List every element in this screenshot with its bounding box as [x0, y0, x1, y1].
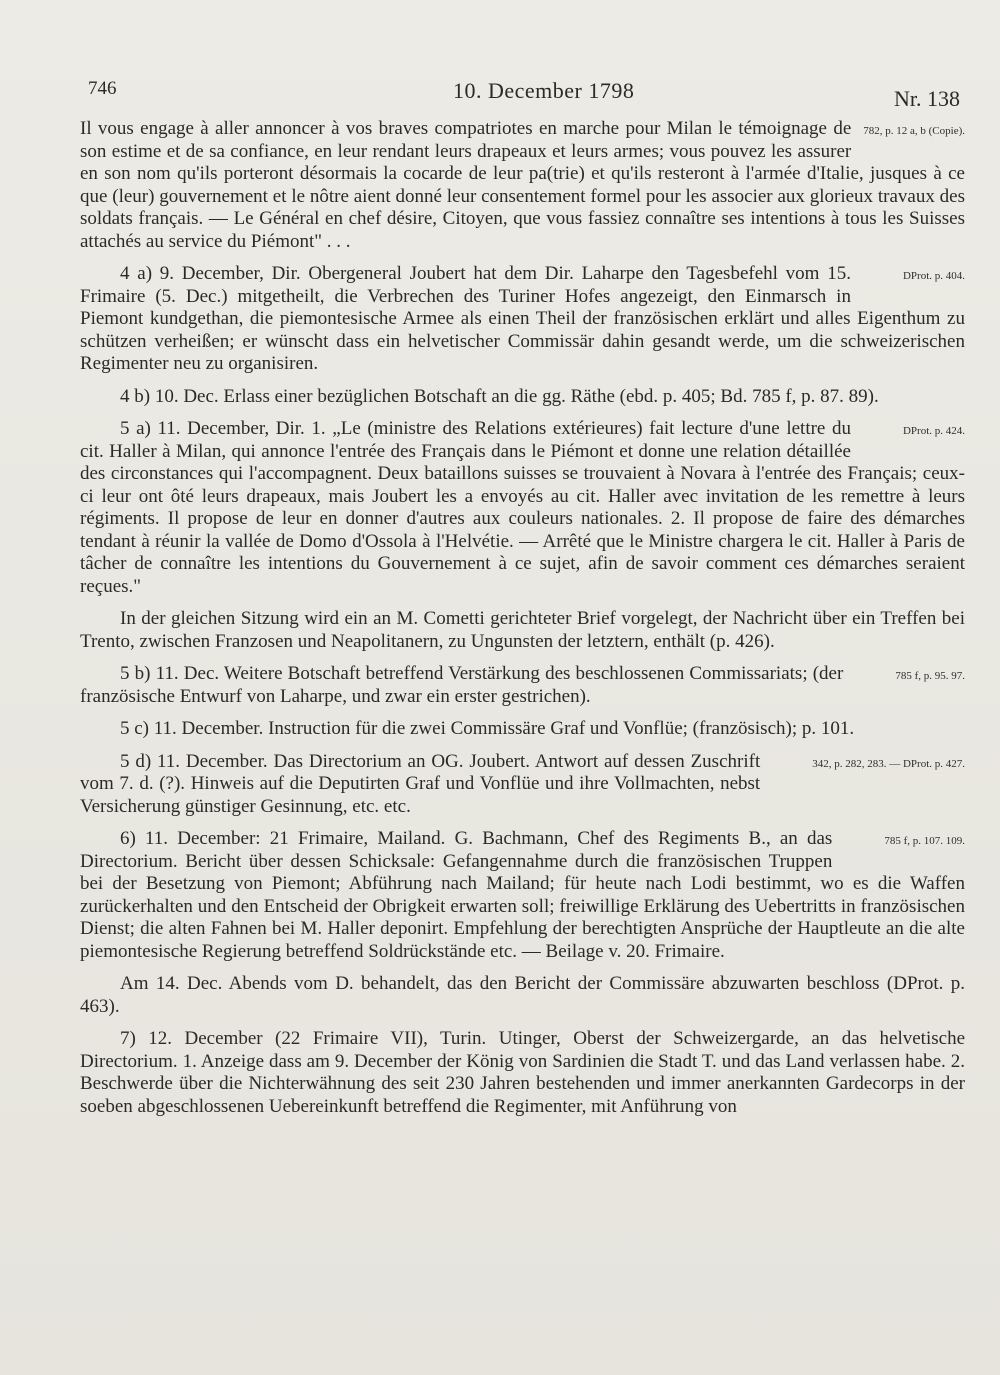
page-number: 746 [88, 78, 117, 99]
page-header [88, 78, 960, 111]
paragraph-9 [80, 828, 965, 963]
paragraph-8 [80, 751, 965, 819]
paragraph-7-text: 5 c) 11. December. Instruction für die zwei Commissäre Graf und Vonflüe; (französisch); p. 101. [120, 718, 855, 739]
running-title: 10. December 1798 [453, 78, 635, 103]
paragraph-10-text: Am 14. Dec. Abends vom D. behandelt, das den Bericht der Commissäre abzuwarten beschloss (DProt. p. 463). [80, 973, 965, 1017]
document-number: Nr. 138 [894, 86, 960, 111]
paragraph-11 [80, 1028, 965, 1118]
paragraph-8-text: 5 d) 11. December. Das Directorium an OG. Joubert. Antwort auf dessen Zuschrift vom 7. d. (?). Hinweis auf die Deputirten Graf und Vonflüe und ihre Vollmachten, nebst Versicherung günstiger Gesinnung, etc. etc. [80, 750, 761, 817]
paragraph-1 [80, 118, 965, 253]
page-body [80, 118, 965, 1118]
paragraph-9-text: 6) 11. December: 21 Frimaire, Mailand. G. Bachmann, Chef des Regiments B., an das Directorium. Bericht über dessen Schicksale: Gefangennahme durch die französischen Truppen bei der Besetzung von Piemont; Abführung nach Mailand; für heute nach Lodi bestimmt, wo es die Waffen zurückerhalten und den Entscheid der Obrigkeit erwarten soll; freiwillige Erklärung des Uebertritts in französischen Dienst; die alten Fahnen bei M. Haller deponirt. Empfehlung der berechtigten Ansprüche der Hauptleute an die alte piemontesische Regierung betreffend Soldrückstände etc. — Beilage v. 20. Frimaire. [80, 828, 965, 962]
paragraph-7 [80, 718, 965, 741]
paragraph-10 [80, 973, 965, 1018]
reference-1: 782, p. 12 a, b (Copie). [863, 125, 965, 137]
paragraph-3 [80, 386, 965, 409]
reference-2: DProt. p. 404. [902, 270, 965, 282]
reference-4: DProt. p. 424. [902, 425, 965, 437]
reference-8: 342, p. 282, 283. — DProt. p. 427. [812, 757, 965, 770]
paragraph-11-text: 7) 12. December (22 Frimaire VII), Turin. Utinger, Oberst der Schweizergarde, an das helvetische Directorium. 1. Anzeige dass am 9. December der König von Sardinien die Stadt T. und das Land verlassen habe. 2. Beschwerde über die Nichterwähnung des seit 230 Jahren bestehenden und immer anerkannten Gardecorps in der soeben abgeschlossenen Uebereinkunft betreffend die Regimenter, mit Anführung von [80, 1028, 965, 1117]
paragraph-2 [80, 263, 965, 376]
paragraph-4 [80, 418, 965, 598]
paragraph-5-text: In der gleichen Sitzung wird ein an M. Cometti gerichteter Brief vorgelegt, der Nachricht über ein Treffen bei Trento, zwischen Franzosen und Neapolitanern, zu Ungunsten der letztern, enthält (p. 426). [80, 608, 965, 652]
paragraph-6-text: 5 b) 11. Dec. Weitere Botschaft betreffend Verstärkung des beschlossenen Commissariats; (der französische Entwurf von Laharpe, und zwar ein erster gestrichen). [80, 663, 844, 707]
paragraph-3-text: 4 b) 10. Dec. Erlass einer bezüglichen Botschaft an die gg. Räthe (ebd. p. 405; Bd. 785 f, p. 87. 89). [120, 385, 879, 407]
paragraph-1-text: Il vous engage à aller annoncer à vos braves compatriotes en marche pour Milan le témoignage de son estime et de sa confiance, en leur rendant leurs drapeaux et leurs armes; vous pouvez les assurer en son nom qu'ils porteront désormais la cocarde de leur pa(trie) et qu'ils resteront à l'armée d'Italie, jusques à ce que (leur) gouvernement et le nôtre aient donné leur consentement formel pour les associer aux glorieux travaux des soldats français. — Le Général en chef désire, Citoyen, que vous fassiez connaître ses intentions à tous les Suisses attachés au service du Piémont" . . . [80, 118, 965, 252]
reference-6: 785 f, p. 95. 97. [895, 670, 965, 682]
paragraph-5 [80, 608, 965, 653]
paragraph-2-text: 4 a) 9. December, Dir. Obergeneral Joubert hat dem Dir. Laharpe den Tagesbefehl vom 15. Frimaire (5. Dec.) mitgetheilt, die Verbrechen des Turiner Hofes angezeigt, den Einmarsch in Piemont kundgethan, die piemontesische Armee als einen Theil der französischen erklärt und alles Eigenthum zu schützen verheißen; er wünscht dass ein helvetischer Commissär dahin gesandt werde, um die schweizerischen Regimenter neu zu organisiren. [80, 263, 965, 374]
paragraph-6 [80, 663, 965, 708]
paragraph-4-text: 5 a) 11. December, Dir. 1. „Le (ministre des Relations extérieures) fait lecture d'une lettre du cit. Haller à Milan, qui annonce l'entrée des Français dans le Piémont et donne une relation détaillée des circonstances qui l'accompagnent. Deux bataillons suisses se trouvaient à Novara à l'entrée des Français; ceux-ci leur ont ôté leurs drapeaux, mais Joubert les a envoyés au cit. Haller avec invitation de les remettre à leurs régiments. Il propose de leur en donner d'autres aux couleurs nationales. 2. Il propose de faire des démarches tendant à réunir la vallée de Domo d'Ossola à l'Helvétie. — Arrêté que le Ministre chargera le cit. Haller à Paris de tâcher de connaître les intentions du Gouvernement à ce sujet, afin de savoir comment ces démarches seraient reçues." [80, 418, 965, 597]
reference-9: 785 f, p. 107. 109. [884, 835, 965, 847]
